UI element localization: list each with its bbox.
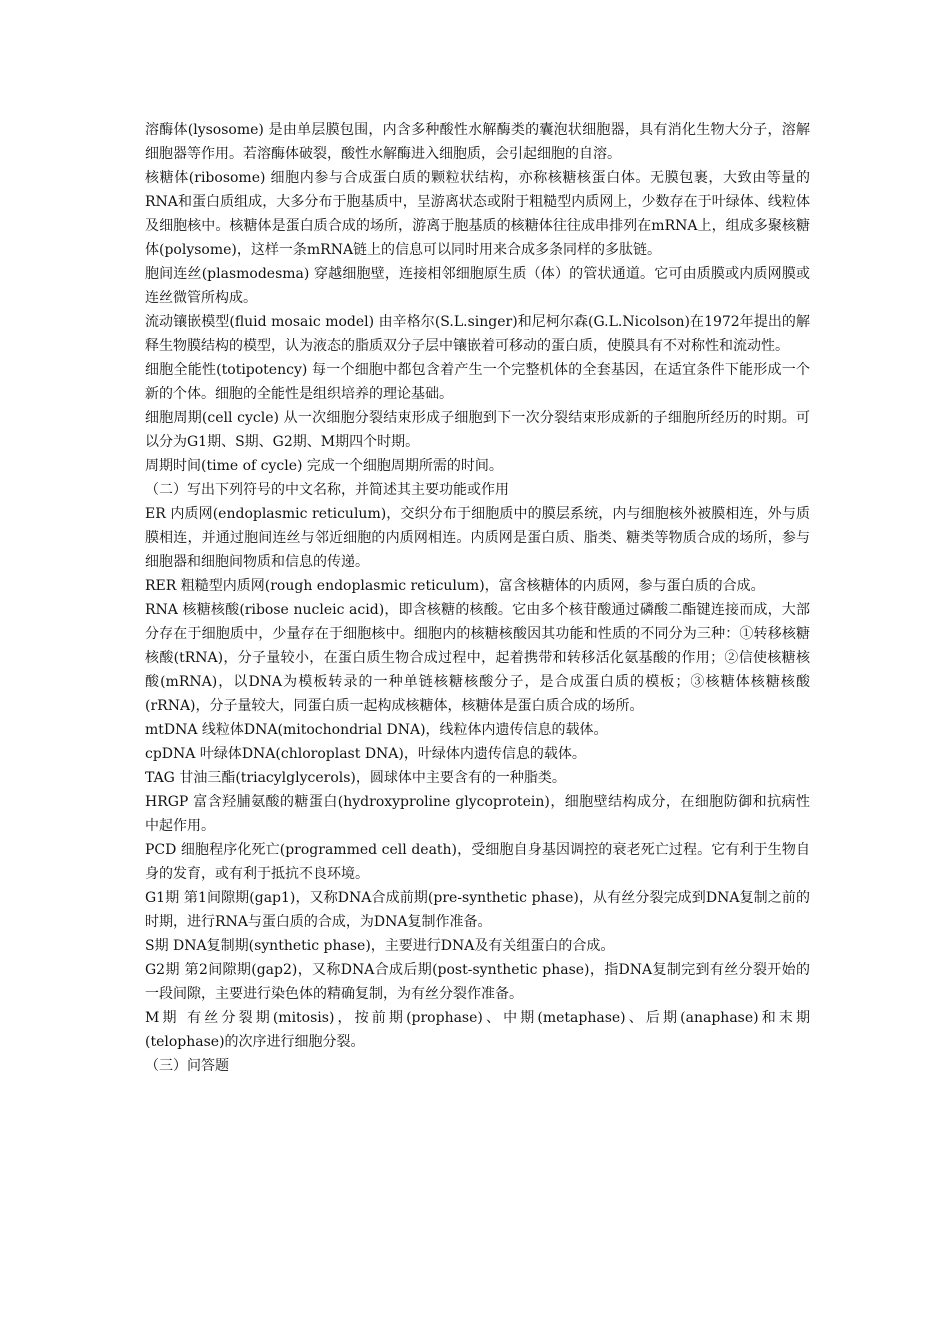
abbrev-mtdna: mtDNA 线粒体DNA(mitochondrial DNA)，线粒体内遗传信息的载体。 [145,722,608,738]
abbrev-rna: RNA 核糖核酸(ribose nucleic acid)，即含核糖的核酸。它由多个核苷酸通过磷酸二酯键连接而成，大部分存在于细胞质中，少量存在于细胞核中。细胞内的核糖核酸因其功能和性质的不同分为三种：①转移核糖核酸(tRNA)，分子量较小，在蛋白质生物合成过程中，起着携带和转移活化氨基酸的作用；②信使核糖核酸(mRNA)，以DNA为模板转录的一种单链核糖核酸分子，是合成蛋白质的模板；③核糖体核糖核酸(rRNA)，分子量较大，同蛋白质一起构成核糖体，核糖体是蛋白质合成的场所。 [145,602,810,714]
abbrev-m-phase: M期 有丝分裂期(mitosis)，按前期(prophase)、中期(metaphase)、后期(anaphase)和末期(telophase)的次序进行细胞分裂。 [145,1010,810,1050]
document-page [145,118,810,1078]
definition-ribosome: 核糖体(ribosome) 细胞内参与合成蛋白质的颗粒状结构，亦称核糖核蛋白体。无膜包裹，大致由等量的RNA和蛋白质组成，大多分布于胞基质中，呈游离状态或附于粗糙型内质网上，少数存在于叶绿体、线粒体及细胞核中。核糖体是蛋白质合成的场所，游离于胞基质的核糖体往往成串排列在mRNA上，组成多聚核糖体(polysome)，这样一条mRNA链上的信息可以同时用来合成多条同样的多肽链。 [145,170,810,258]
definition-cell-cycle: 细胞周期(cell cycle) 从一次细胞分裂结束形成子细胞到下一次分裂结束形成新的子细胞所经历的时期。可以分为G1期、S期、G2期、M期四个时期。 [145,410,810,450]
abbrev-g1-phase: G1期 第1间隙期(gap1)，又称DNA合成前期(pre-synthetic phase)，从有丝分裂完成到DNA复制之前的时期，进行RNA与蛋白质的合成，为DNA复制作准备。 [145,890,810,930]
abbrev-pcd: PCD 细胞程序化死亡(programmed cell death)，受细胞自身基因调控的衰老死亡过程。它有利于生物自身的发育，或有利于抵抗不良环境。 [145,842,810,882]
section-2-heading: （二）写出下列符号的中文名称，并简述其主要功能或作用 [145,482,509,498]
abbrev-rer: RER 粗糙型内质网(rough endoplasmic reticulum)，富含核糖体的内质网，参与蛋白质的合成。 [145,578,765,594]
definition-fluid-mosaic-model: 流动镶嵌模型(fluid mosaic model) 由辛格尔(S.L.singer)和尼柯尔森(G.L.Nicolson)在1972年提出的解释生物膜结构的模型，认为液态的脂质双分子层中镶嵌着可移动的蛋白质，使膜具有不对称性和流动性。 [145,314,810,354]
definition-lysosome: 溶酶体(lysosome) 是由单层膜包围，内含多种酸性水解酶类的囊泡状细胞器，具有消化生物大分子，溶解细胞器等作用。若溶酶体破裂，酸性水解酶进入细胞质，会引起细胞的自溶。 [145,122,810,162]
definition-plasmodesma: 胞间连丝(plasmodesma) 穿越细胞壁，连接相邻细胞原生质（体）的管状通道。它可由质膜或内质网膜或连丝微管所构成。 [145,266,810,306]
abbrev-s-phase: S期 DNA复制期(synthetic phase)，主要进行DNA及有关组蛋白的合成。 [145,938,615,954]
abbrev-er: ER 内质网(endoplasmic reticulum)，交织分布于细胞质中的膜层系统，内与细胞核外被膜相连，外与质膜相连，并通过胞间连丝与邻近细胞的内质网相连。内质网是蛋白质、脂类、糖类等物质合成的场所，参与细胞器和细胞间物质和信息的传递。 [145,506,810,570]
abbrev-cpdna: cpDNA 叶绿体DNA(chloroplast DNA)，叶绿体内遗传信息的载体。 [145,746,586,762]
definition-time-of-cycle: 周期时间(time of cycle) 完成一个细胞周期所需的时间。 [145,458,503,474]
abbrev-g2-phase: G2期 第2间隙期(gap2)，又称DNA合成后期(post-synthetic phase)，指DNA复制完到有丝分裂开始的一段间隙，主要进行染色体的精确复制，为有丝分裂作准备。 [145,962,810,1002]
abbrev-tag: TAG 甘油三酯(triacylglycerols)，圆球体中主要含有的一种脂类。 [145,770,566,786]
section-3-heading: （三）问答题 [145,1058,229,1074]
abbrev-hrgp: HRGP 富含羟脯氨酸的糖蛋白(hydroxyproline glycoprotein)，细胞壁结构成分，在细胞防御和抗病性中起作用。 [145,794,810,834]
definition-totipotency: 细胞全能性(totipotency) 每一个细胞中都包含着产生一个完整机体的全套基因，在适宜条件下能形成一个新的个体。细胞的全能性是组织培养的理论基础。 [145,362,810,402]
